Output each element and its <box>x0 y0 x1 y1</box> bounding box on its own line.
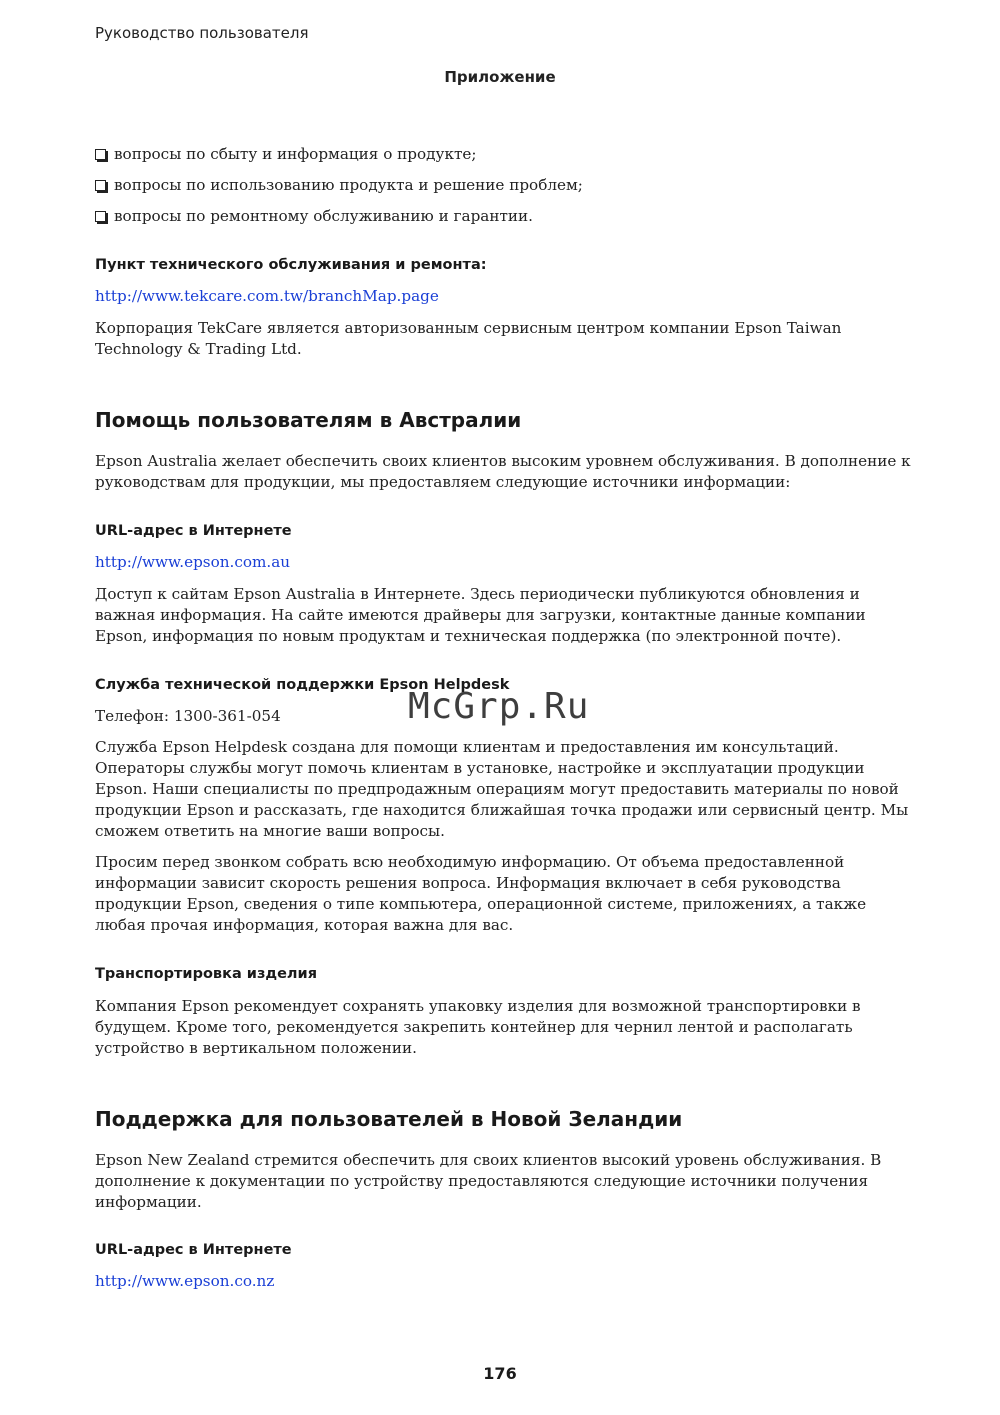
checkbox-bullet-icon <box>95 211 106 222</box>
helpdesk-phone: Телефон: 1300-361-054 <box>95 707 281 725</box>
bullet-item <box>95 206 915 227</box>
australia-heading: Помощь пользователям в Австралии <box>95 408 522 432</box>
running-header-section: Приложение <box>444 68 556 86</box>
transport-heading: Транспортировка изделия <box>95 966 318 982</box>
repair-paragraph: Корпорация TekCare является авторизованным сервисным центром компании Epson Taiwan Technology & Trading Ltd. <box>95 319 842 358</box>
epson-au-link[interactable]: http://www.epson.com.au <box>95 553 291 571</box>
repair-heading: Пункт технического обслуживания и ремонта: <box>95 257 487 273</box>
transport-paragraph: Компания Epson рекомендует сохранять упаковку изделия для возможной транспортировки в будущем. Кроме того, рекомендуется закрепить контейнер для чернил лентой и располагать устройство в вертикальном положении. <box>95 997 861 1057</box>
australia-url-heading: URL-адрес в Интернете <box>95 523 292 539</box>
checkbox-bullet-icon <box>95 149 106 160</box>
bullet-text: вопросы по сбыту и информация о продукте; <box>114 145 477 163</box>
bullet-item <box>95 175 915 196</box>
page-number: 176 <box>483 1364 517 1383</box>
tekcare-link[interactable]: http://www.tekcare.com.tw/branchMap.page <box>95 287 439 305</box>
new-zealand-heading: Поддержка для пользователей в Новой Зеландии <box>95 1107 683 1131</box>
helpdesk-paragraph-1: Служба Epson Helpdesk создана для помощи клиентам и предоставления им консультаций. Операторы службы могут помочь клиентам в установке, настройке и эксплуатации продукции Epson. Наши специалисты по предпродажным операциям могут предоставить материалы по новой продукции Epson и рассказать, где находится ближайшая точка продажи или сервисный центр. Мы сможем ответить на многие ваши вопросы. <box>95 738 909 840</box>
bullet-item <box>95 144 915 165</box>
australia-url-paragraph: Доступ к сайтам Epson Australia в Интернете. Здесь периодически публикуются обновления и важная информация. На сайте имеются драйверы для загрузки, контактные данные компании Epson, информация по новым продуктам и техническая поддержка (по электронной почте). <box>95 585 866 645</box>
australia-intro: Epson Australia желает обеспечить своих клиентов высоким уровнем обслуживания. В дополнение к руководствам для продукции, мы предоставляем следующие источники информации: <box>95 452 911 491</box>
watermark: McGrp.Ru <box>408 686 590 727</box>
epson-nz-link[interactable]: http://www.epson.co.nz <box>95 1272 275 1290</box>
new-zealand-url-heading: URL-адрес в Интернете <box>95 1242 292 1258</box>
helpdesk-paragraph-2: Просим перед звонком собрать всю необходимую информацию. От объема предоставленной информации зависит скорость решения вопроса. Информация включает в себя руководства продукции Epson, сведения о типе компьютера, операционной системе, приложениях, а также любая прочая информация, которая важна для вас. <box>95 853 867 934</box>
running-header-title: Руководство пользователя <box>95 24 309 42</box>
helpdesk-heading: Служба технической поддержки Epson Helpdesk <box>95 677 510 693</box>
bullet-text: вопросы по использованию продукта и решение проблем; <box>114 176 583 194</box>
checkbox-bullet-icon <box>95 180 106 191</box>
bullet-text: вопросы по ремонтному обслуживанию и гарантии. <box>114 207 533 225</box>
new-zealand-intro: Epson New Zealand стремится обеспечить для своих клиентов высокий уровень обслуживания. В дополнение к документации по устройству предоставляются следующие источники получения информации. <box>95 1151 882 1211</box>
